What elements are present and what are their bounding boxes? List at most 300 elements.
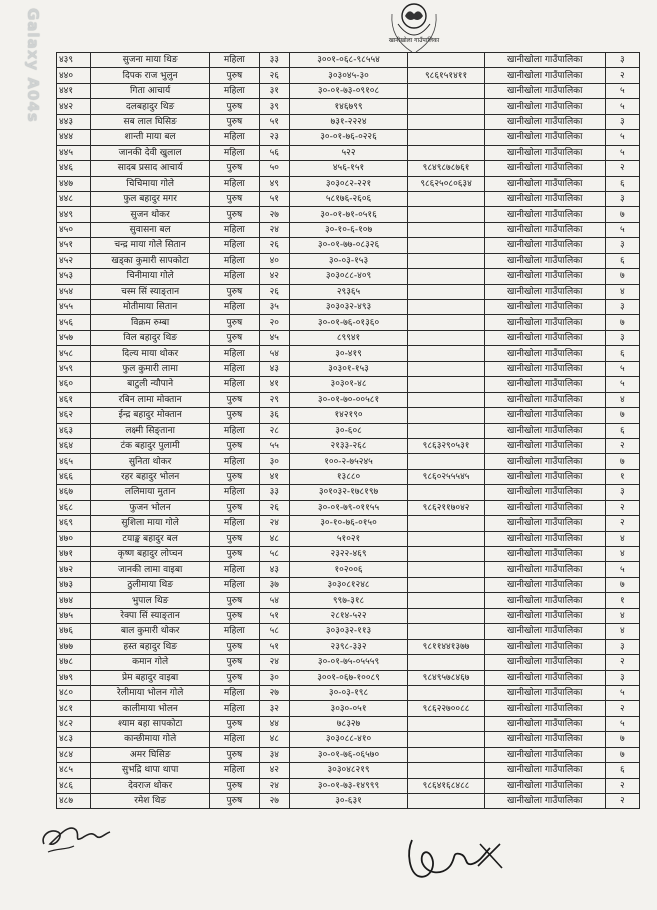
citizenship-number-cell: ३०-०१-७६-०१३६० (289, 315, 408, 330)
gender-cell: पुरुष (209, 670, 259, 685)
gender-cell: महिला (209, 176, 259, 191)
serial-number-cell: ४७८ (57, 655, 91, 670)
citizenship-number-cell: ३०-०१-७०-००५८१ (289, 392, 408, 407)
phone-number-cell (408, 284, 484, 299)
table-row (57, 130, 640, 145)
serial-number-cell: ४७० (57, 531, 91, 546)
name-cell: खड्का कुमारी सापकोटा (91, 253, 210, 268)
ward-number-cell: ६ (605, 253, 639, 268)
municipality-cell: खानीखोला गाउँपालिका (484, 624, 605, 639)
phone-number-cell (408, 531, 484, 546)
ward-number-cell: ३ (605, 330, 639, 345)
municipality-cell: खानीखोला गाउँपालिका (484, 53, 605, 68)
ward-number-cell: ७ (605, 454, 639, 469)
municipality-cell: खानीखोला गाउँपालिका (484, 500, 605, 515)
table-row (57, 716, 640, 731)
citizenship-number-cell: १४६७९९ (289, 99, 408, 114)
ward-number-cell: ७ (605, 408, 639, 423)
gender-cell: पुरुष (209, 68, 259, 83)
ward-number-cell: ७ (605, 747, 639, 762)
municipality-cell: खानीखोला गाउँपालिका (484, 130, 605, 145)
name-cell: जानकी लामा वाइबा (91, 562, 210, 577)
municipality-cell: खानीखोला गाउँपालिका (484, 747, 605, 762)
name-cell: कृष्ण बहादुर लोप्चन (91, 547, 210, 562)
citizenship-number-cell: ३०३०८२-२२१ (289, 176, 408, 191)
name-cell: सब लाल घिसिङ (91, 114, 210, 129)
table-row (57, 454, 640, 469)
gender-cell: महिला (209, 562, 259, 577)
citizenship-number-cell: ८९९४१ (289, 330, 408, 345)
ward-number-cell: ३ (605, 191, 639, 206)
serial-number-cell: ४७९ (57, 670, 91, 685)
municipality-cell: खानीखोला गाउँपालिका (484, 531, 605, 546)
name-cell: फुल बहादुर मगर (91, 191, 210, 206)
phone-number-cell (408, 114, 484, 129)
gender-cell: महिला (209, 145, 259, 160)
age-cell: २८ (259, 423, 289, 438)
ward-number-cell: ५ (605, 99, 639, 114)
serial-number-cell: ४८७ (57, 794, 91, 809)
serial-number-cell: ४४५ (57, 145, 91, 160)
municipality-cell: खानीखोला गाउँपालिका (484, 763, 605, 778)
phone-number-cell (408, 763, 484, 778)
gender-cell: पुरुष (209, 655, 259, 670)
serial-number-cell: ४८६ (57, 778, 91, 793)
gender-cell: पुरुष (209, 469, 259, 484)
citizenship-number-cell: ३०-६३१ (289, 794, 408, 809)
municipality-cell: खानीखोला गाउँपालिका (484, 377, 605, 392)
phone-number-cell (408, 485, 484, 500)
age-cell: ४८ (259, 732, 289, 747)
municipality-cell: खानीखोला गाउँपालिका (484, 161, 605, 176)
name-cell: सुजन थोकर (91, 207, 210, 222)
municipality-cell: खानीखोला गाउँपालिका (484, 423, 605, 438)
table-row (57, 423, 640, 438)
table-row (57, 176, 640, 191)
citizenship-number-cell: ३०-०१-७९-०११५५ (289, 500, 408, 515)
ward-number-cell: १ (605, 469, 639, 484)
age-cell: २४ (259, 655, 289, 670)
citizenship-number-cell: २३९८-३३२ (289, 639, 408, 654)
gender-cell: पुरुष (209, 778, 259, 793)
age-cell: ४८ (259, 531, 289, 546)
phone-number-cell (408, 516, 484, 531)
gender-cell: महिला (209, 222, 259, 237)
ward-number-cell: ६ (605, 763, 639, 778)
table-row (57, 392, 640, 407)
name-cell: देवराज थोकर (91, 778, 210, 793)
gender-cell: महिला (209, 130, 259, 145)
table-row (57, 377, 640, 392)
age-cell: २३ (259, 130, 289, 145)
name-cell: अमर घिसिङ (91, 747, 210, 762)
serial-number-cell: ४७१ (57, 547, 91, 562)
ward-number-cell: ५ (605, 222, 639, 237)
table-row (57, 408, 640, 423)
phone-number-cell: ९८४९८७८७६१ (408, 161, 484, 176)
citizenship-number-cell: १००-२-७५२४५ (289, 454, 408, 469)
age-cell: २७ (259, 685, 289, 700)
phone-number-cell: ९८४९५७८४६७ (408, 670, 484, 685)
ward-number-cell: ६ (605, 346, 639, 361)
serial-number-cell: ४५६ (57, 315, 91, 330)
age-cell: ४१ (259, 469, 289, 484)
age-cell: ३४ (259, 747, 289, 762)
serial-number-cell: ४४१ (57, 83, 91, 98)
ward-number-cell: ४ (605, 624, 639, 639)
age-cell: ३७ (259, 577, 289, 592)
citizenship-number-cell: ३०३०८१२४८ (289, 577, 408, 592)
serial-number-cell: ४४८ (57, 191, 91, 206)
municipality-cell: खानीखोला गाउँपालिका (484, 639, 605, 654)
phone-number-cell (408, 423, 484, 438)
municipality-cell: खानीखोला गाउँपालिका (484, 685, 605, 700)
ward-number-cell: ५ (605, 361, 639, 376)
age-cell: ५१ (259, 639, 289, 654)
citizenship-number-cell: ३००१-०६७-१००८९ (289, 670, 408, 685)
ward-number-cell: ५ (605, 130, 639, 145)
age-cell: ५६ (259, 145, 289, 160)
phone-number-cell (408, 191, 484, 206)
municipality-cell: खानीखोला गाउँपालिका (484, 145, 605, 160)
serial-number-cell: ४७४ (57, 593, 91, 608)
serial-number-cell: ४४४ (57, 130, 91, 145)
age-cell: ३३ (259, 53, 289, 68)
citizenship-number-cell: ३०-०१-७५-०५५५९ (289, 655, 408, 670)
citizenship-number-cell: ३०३०८८-४१० (289, 732, 408, 747)
name-cell: सुनिता थोकर (91, 454, 210, 469)
serial-number-cell: ४४७ (57, 176, 91, 191)
serial-number-cell: ४८० (57, 685, 91, 700)
ward-number-cell: ५ (605, 377, 639, 392)
phone-number-cell (408, 377, 484, 392)
table-row (57, 53, 640, 68)
ward-number-cell: ३ (605, 238, 639, 253)
phone-number-cell (408, 655, 484, 670)
gender-cell: महिला (209, 269, 259, 284)
citizenship-number-cell: ३०३०१-४८ (289, 377, 408, 392)
gender-cell: पुरुष (209, 408, 259, 423)
table-row (57, 161, 640, 176)
gender-cell: पुरुष (209, 191, 259, 206)
municipality-cell: खानीखोला गाउँपालिका (484, 438, 605, 453)
citizenship-number-cell: ३०-०१-७३-०९१०८ (289, 83, 408, 98)
ward-number-cell: ४ (605, 547, 639, 562)
municipality-cell: खानीखोला गाउँपालिका (484, 222, 605, 237)
signature-right (398, 832, 510, 884)
serial-number-cell: ४६७ (57, 485, 91, 500)
gender-cell: महिला (209, 361, 259, 376)
citizenship-number-cell: २९३६५ (289, 284, 408, 299)
citizenship-number-cell: ३०३०४८२१९ (289, 763, 408, 778)
phone-number-cell (408, 83, 484, 98)
municipality-cell: खानीखोला गाउँपालिका (484, 330, 605, 345)
table-row (57, 639, 640, 654)
table-row (57, 238, 640, 253)
ward-number-cell: ५ (605, 716, 639, 731)
name-cell: कमान गोले (91, 655, 210, 670)
phone-number-cell (408, 222, 484, 237)
name-cell: फुजन भोलन (91, 500, 210, 515)
phone-number-cell (408, 145, 484, 160)
gender-cell: महिला (209, 53, 259, 68)
gender-cell: महिला (209, 238, 259, 253)
age-cell: २० (259, 315, 289, 330)
table-row (57, 624, 640, 639)
age-cell: ३२ (259, 701, 289, 716)
table-row (57, 253, 640, 268)
citizenship-number-cell: २१३३-२६८ (289, 438, 408, 453)
citizenship-number-cell: ३००१-०६८-९८५५४ (289, 53, 408, 68)
name-cell: टंक बहादुर पुलामी (91, 438, 210, 453)
phone-number-cell (408, 99, 484, 114)
table-row (57, 68, 640, 83)
table-row (57, 516, 640, 531)
age-cell: २७ (259, 207, 289, 222)
municipality-cell: खानीखोला गाउँपालिका (484, 408, 605, 423)
phone-number-cell (408, 361, 484, 376)
age-cell: २६ (259, 500, 289, 515)
table-row (57, 794, 640, 809)
table-row (57, 469, 640, 484)
municipality-cell: खानीखोला गाउँपालिका (484, 284, 605, 299)
serial-number-cell: ४५८ (57, 346, 91, 361)
age-cell: ४३ (259, 361, 289, 376)
serial-number-cell: ४५९ (57, 361, 91, 376)
name-cell: बाल कुमारी थोकर (91, 624, 210, 639)
table-row (57, 593, 640, 608)
name-cell: सुशिला माया गोले (91, 516, 210, 531)
citizenship-number-cell: ३०१०३२-१७८१९७ (289, 485, 408, 500)
ward-number-cell: ५ (605, 145, 639, 160)
citizenship-number-cell: ३०-०१-७१-०५१६ (289, 207, 408, 222)
gender-cell: पुरुष (209, 531, 259, 546)
table-row (57, 547, 640, 562)
table-row (57, 207, 640, 222)
table-row (57, 685, 640, 700)
name-cell: कान्छीमाया गोले (91, 732, 210, 747)
citizenship-number-cell: १३८८० (289, 469, 408, 484)
age-cell: २६ (259, 238, 289, 253)
ward-number-cell: ७ (605, 732, 639, 747)
serial-number-cell: ४६८ (57, 500, 91, 515)
gender-cell: महिला (209, 577, 259, 592)
table-row (57, 269, 640, 284)
ward-number-cell: ५ (605, 685, 639, 700)
age-cell: ५१ (259, 191, 289, 206)
serial-number-cell: ४४२ (57, 99, 91, 114)
gender-cell: महिला (209, 763, 259, 778)
gender-cell: महिला (209, 701, 259, 716)
name-cell: रबिन लामा मोक्तान (91, 392, 210, 407)
table-row (57, 99, 640, 114)
phone-number-cell (408, 547, 484, 562)
name-cell: ईन्द्र बहादुर मोक्तान (91, 408, 210, 423)
table-row (57, 778, 640, 793)
citizenship-number-cell: १०२००६ (289, 562, 408, 577)
ward-number-cell: १ (605, 593, 639, 608)
serial-number-cell: ४७२ (57, 562, 91, 577)
ward-number-cell: २ (605, 778, 639, 793)
name-cell: शान्ती माया बल (91, 130, 210, 145)
municipality-cell: खानीखोला गाउँपालिका (484, 547, 605, 562)
name-cell: गिता आचार्य (91, 83, 210, 98)
phone-number-cell: ९८६४१६८४८८ (408, 778, 484, 793)
ward-number-cell: ४ (605, 284, 639, 299)
serial-number-cell: ४५० (57, 222, 91, 237)
gender-cell: महिला (209, 485, 259, 500)
phone-number-cell (408, 315, 484, 330)
name-cell: रेक्पा सिं स्याङ्तान (91, 608, 210, 623)
serial-number-cell: ४७७ (57, 639, 91, 654)
table-row (57, 361, 640, 376)
table-row (57, 608, 640, 623)
table-row (57, 438, 640, 453)
municipality-cell: खानीखोला गाउँपालिका (484, 315, 605, 330)
municipality-cell: खानीखोला गाउँपालिका (484, 99, 605, 114)
ward-number-cell: ४ (605, 531, 639, 546)
municipality-cell: खानीखोला गाउँपालिका (484, 469, 605, 484)
phone-number-cell: ९८६२११७०४२ (408, 500, 484, 515)
table-row (57, 83, 640, 98)
name-cell: रेलीमाया भोलन गोले (91, 685, 210, 700)
gender-cell: पुरुष (209, 114, 259, 129)
table-row (57, 346, 640, 361)
serial-number-cell: ४६६ (57, 469, 91, 484)
age-cell: ४५ (259, 330, 289, 345)
citizenship-number-cell: ३०३०१-१५३ (289, 361, 408, 376)
gender-cell: पुरुष (209, 608, 259, 623)
age-cell: ५४ (259, 593, 289, 608)
ward-number-cell: २ (605, 516, 639, 531)
table-row (57, 577, 640, 592)
citizenship-number-cell: २८१४-५२२ (289, 608, 408, 623)
citizenship-number-cell: ५१०२१ (289, 531, 408, 546)
age-cell: ५५ (259, 438, 289, 453)
ward-number-cell: ३ (605, 300, 639, 315)
citizen-register-table (56, 52, 640, 809)
phone-number-cell (408, 624, 484, 639)
municipality-cell: खानीखोला गाउँपालिका (484, 454, 605, 469)
citizenship-number-cell: ९९७-३१८ (289, 593, 408, 608)
citizenship-number-cell: ४५६-१५१ (289, 161, 408, 176)
citizenship-number-cell: ३०३०३२-११३ (289, 624, 408, 639)
serial-number-cell: ४४० (57, 68, 91, 83)
age-cell: ५४ (259, 346, 289, 361)
table-row (57, 531, 640, 546)
serial-number-cell: ४४९ (57, 207, 91, 222)
serial-number-cell: ४५७ (57, 330, 91, 345)
name-cell: ठुलीमाया थिङ (91, 577, 210, 592)
name-cell: जानकी देवी खुलाल (91, 145, 210, 160)
ward-number-cell: ६ (605, 423, 639, 438)
table-row (57, 670, 640, 685)
municipality-cell: खानीखोला गाउँपालिका (484, 516, 605, 531)
name-cell: चन्द्र माया गोले सितान (91, 238, 210, 253)
gender-cell: पुरुष (209, 207, 259, 222)
municipality-cell: खानीखोला गाउँपालिका (484, 83, 605, 98)
table-row (57, 145, 640, 160)
citizenship-number-cell: ३०-०३-१९८ (289, 685, 408, 700)
age-cell: २४ (259, 222, 289, 237)
name-cell: दिपक राज भुलुन (91, 68, 210, 83)
serial-number-cell: ४४३ (57, 114, 91, 129)
name-cell: दलबहादुर थिङ (91, 99, 210, 114)
table-row (57, 114, 640, 129)
municipality-cell: खानीखोला गाउँपालिका (484, 361, 605, 376)
municipality-cell: खानीखोला गाउँपालिका (484, 207, 605, 222)
gender-cell: पुरुष (209, 794, 259, 809)
ward-number-cell: २ (605, 794, 639, 809)
serial-number-cell: ४७६ (57, 624, 91, 639)
age-cell: २४ (259, 778, 289, 793)
gender-cell: पुरुष (209, 315, 259, 330)
name-cell: रहर बहादुर भोलन (91, 469, 210, 484)
serial-number-cell: ४७३ (57, 577, 91, 592)
camera-watermark (8, 8, 48, 144)
phone-number-cell (408, 238, 484, 253)
municipality-cell: खानीखोला गाउँपालिका (484, 577, 605, 592)
serial-number-cell: ४८१ (57, 701, 91, 716)
ward-number-cell: ३ (605, 639, 639, 654)
name-cell: प्रेम बहादुर वाइबा (91, 670, 210, 685)
name-cell: सुभद्रि थापा थापा (91, 763, 210, 778)
phone-number-cell (408, 454, 484, 469)
ward-number-cell: ४ (605, 392, 639, 407)
ward-number-cell: ३ (605, 485, 639, 500)
municipality-cell: खानीखोला गाउँपालिका (484, 670, 605, 685)
phone-number-cell (408, 747, 484, 762)
name-cell: बाटुली न्यौपाने (91, 377, 210, 392)
citizenship-number-cell: ७३१-२२२४ (289, 114, 408, 129)
gender-cell: पुरुष (209, 547, 259, 562)
ward-number-cell: ४ (605, 608, 639, 623)
municipality-cell: खानीखोला गाउँपालिका (484, 269, 605, 284)
gender-cell: महिला (209, 516, 259, 531)
age-cell: २४ (259, 516, 289, 531)
age-cell: २६ (259, 68, 289, 83)
phone-number-cell (408, 269, 484, 284)
gender-cell: पुरुष (209, 284, 259, 299)
serial-number-cell: ४५१ (57, 238, 91, 253)
municipality-cell: खानीखोला गाउँपालिका (484, 562, 605, 577)
table-row (57, 747, 640, 762)
name-cell: कालीमाया भोलन (91, 701, 210, 716)
phone-number-cell (408, 408, 484, 423)
age-cell: ५१ (259, 114, 289, 129)
table-row (57, 485, 640, 500)
phone-number-cell (408, 207, 484, 222)
phone-number-cell (408, 593, 484, 608)
ward-number-cell: २ (605, 655, 639, 670)
gender-cell: पुरुष (209, 438, 259, 453)
phone-number-cell (408, 716, 484, 731)
ward-number-cell: ३ (605, 114, 639, 129)
gender-cell: महिला (209, 454, 259, 469)
phone-number-cell (408, 253, 484, 268)
gender-cell: पुरुष (209, 330, 259, 345)
age-cell: ३१ (259, 83, 289, 98)
serial-number-cell: ४६२ (57, 408, 91, 423)
name-cell: हस्त बहादुर थिङ (91, 639, 210, 654)
citizenship-number-cell: ३०-१०-७६-०१५० (289, 516, 408, 531)
name-cell: दिल्य माया थोकर (91, 346, 210, 361)
ward-number-cell: २ (605, 500, 639, 515)
table-row (57, 701, 640, 716)
serial-number-cell: ४४६ (57, 161, 91, 176)
age-cell: ३६ (259, 408, 289, 423)
citizenship-number-cell: १४२१९० (289, 408, 408, 423)
